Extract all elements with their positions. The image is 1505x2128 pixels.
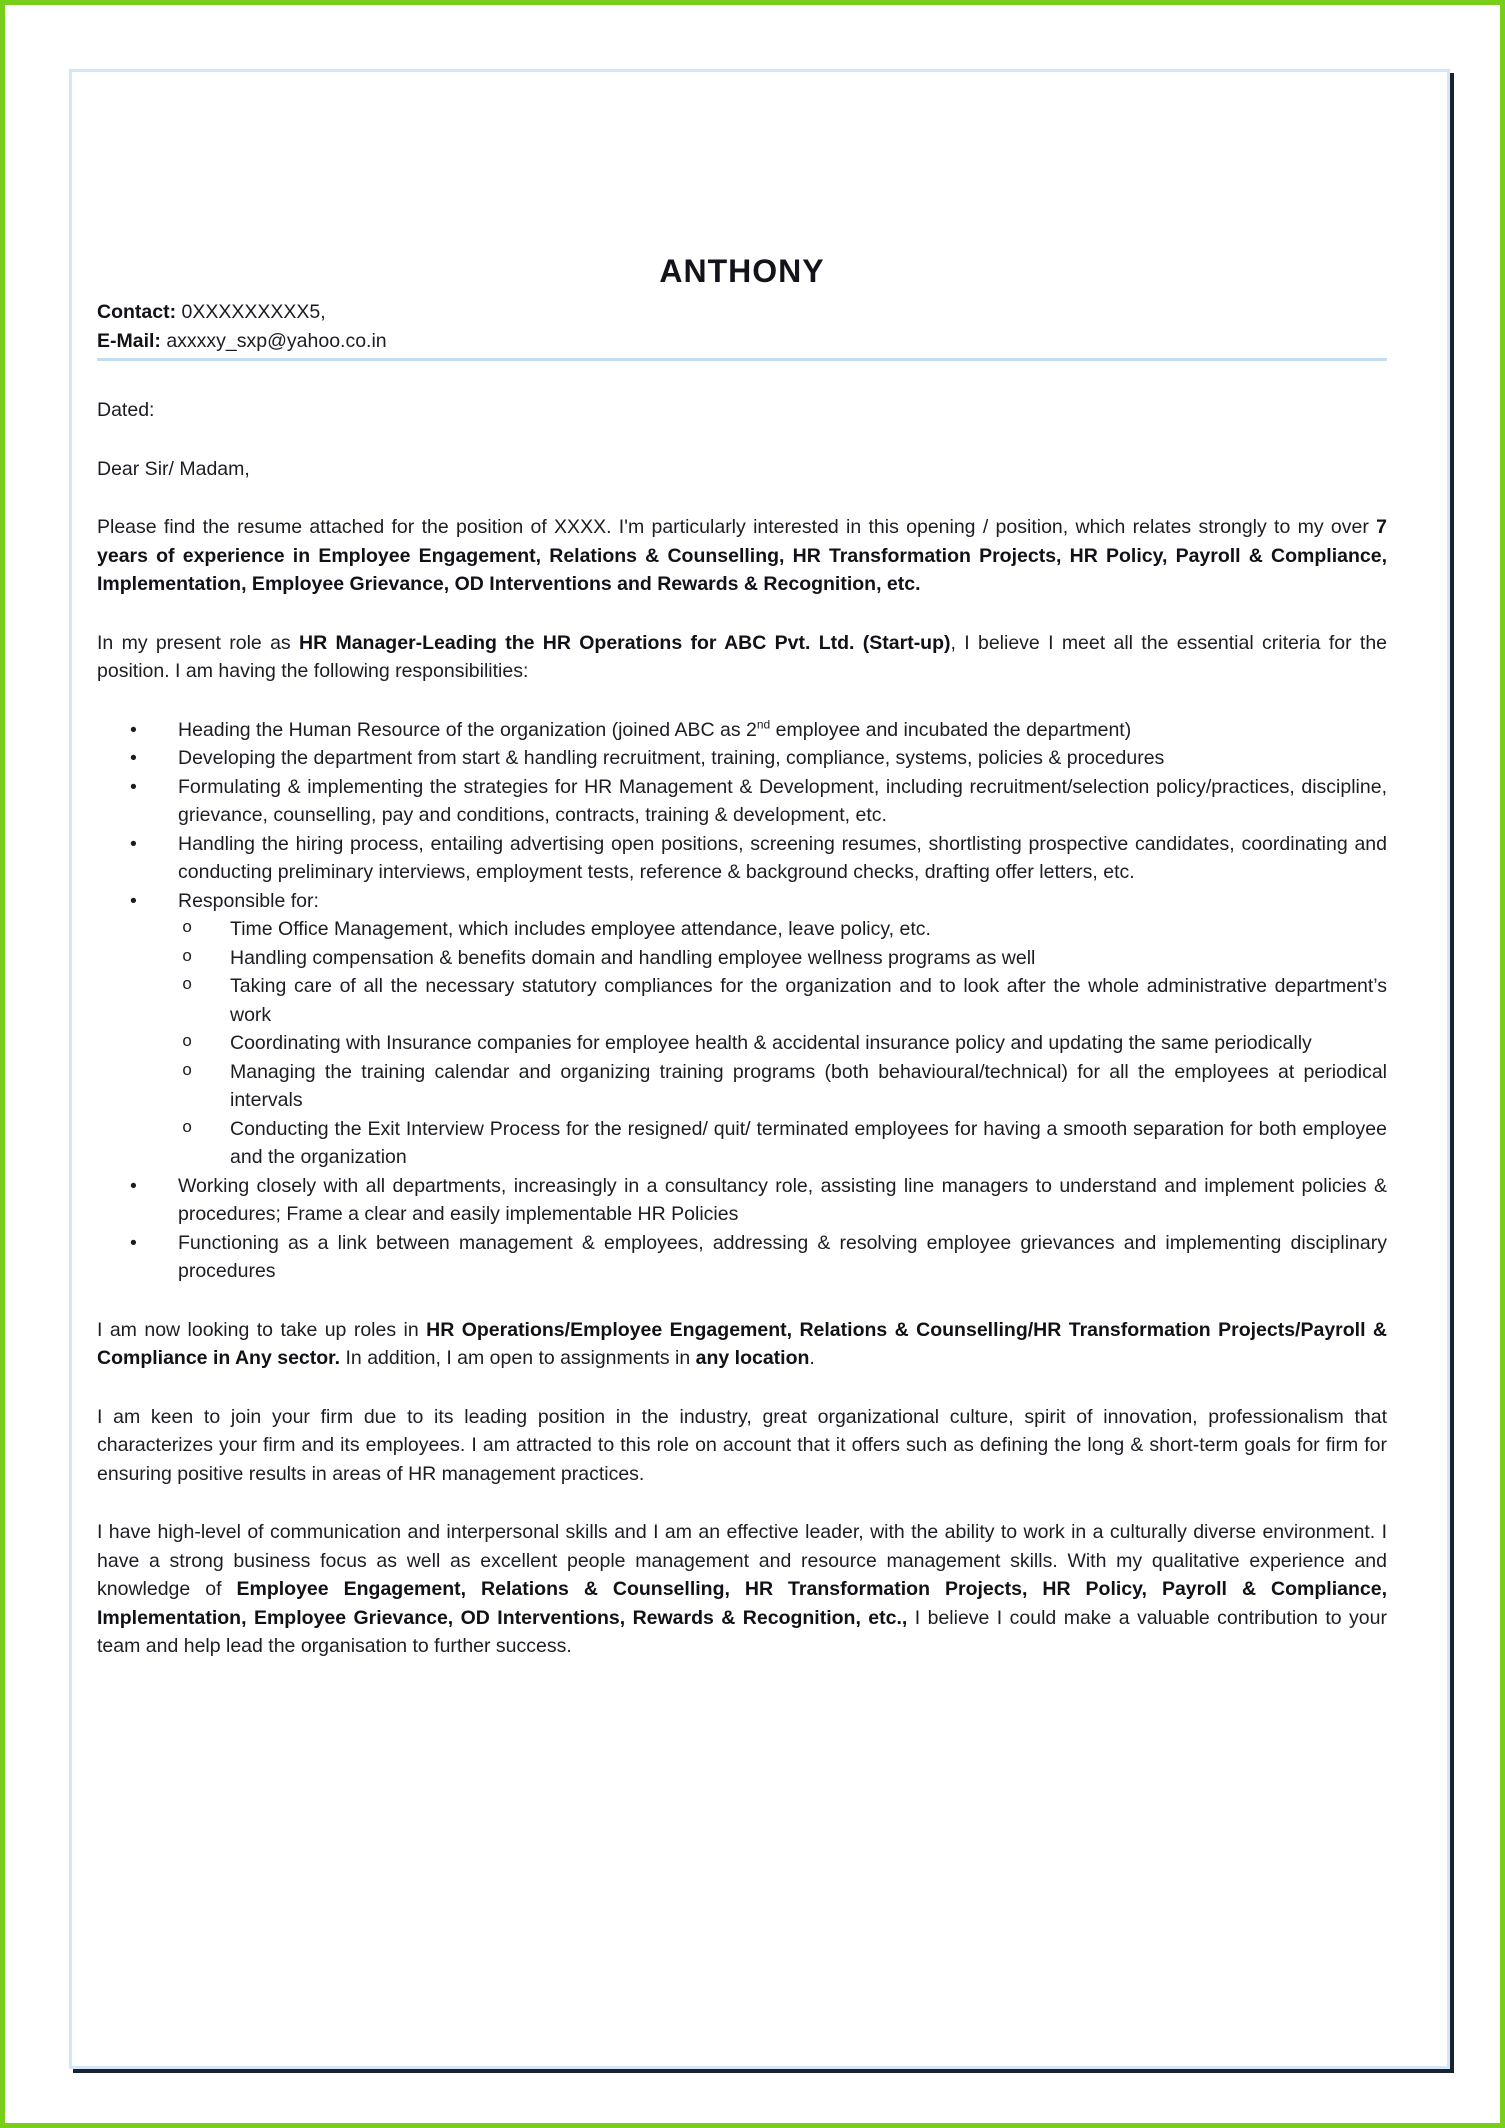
email-label: E-Mail:: [97, 330, 161, 352]
letter-header: [97, 254, 1387, 361]
text-run: Responsible for:: [178, 889, 319, 912]
bullet-marker: •: [130, 889, 137, 912]
text-run: Working closely with all departments, increasingly in a consultancy role, assisting line managers to understand and implement policies & procedures; Frame a clear and easily implementable HR Policies: [178, 1174, 1387, 1225]
bullet-item: [97, 1172, 1387, 1229]
bullet-item: [97, 716, 1387, 745]
sub-bullet-item: [97, 972, 1387, 1029]
text-run: I am keen to join your firm due to its leading position in the industry, great organizational culture, spirit of innovation, professionalism that characterizes your firm and its employees. I am attracted to this role on account that it offers such as defining the long & short-term goals for firm for ensuring positive results in areas of HR management practices.: [97, 1405, 1393, 1485]
text-run: Handling the hiring process, entailing advertising open positions, screening resumes, shortlisting prospective candidates, coordinating and conducting preliminary interviews, employment tests, reference & background checks, drafting offer letters, etc.: [178, 832, 1387, 883]
paragraph: [97, 1518, 1393, 1661]
sub-bullet-item: [97, 944, 1387, 973]
paragraph: [97, 396, 1387, 425]
sub-bullet-item: [97, 915, 1387, 944]
bold-text-run: any location: [695, 1347, 810, 1369]
contact-value: 0XXXXXXXXX5,: [176, 301, 326, 323]
contact-label: Contact:: [97, 301, 177, 323]
bullet-marker: •: [130, 832, 137, 855]
sub-bullet-item: [97, 1029, 1387, 1058]
email-line: [97, 327, 1387, 356]
paragraph: [97, 629, 1393, 686]
bullet-item: [97, 887, 1387, 916]
bold-text-run: HR Manager-Leading the HR Operations for ABC Pvt. Ltd. (Start-up): [298, 631, 951, 654]
text-run: I believe I could make a valuable contribution to your team and help lead the organisation to further success.: [97, 1606, 1393, 1657]
circle-marker: o: [182, 1061, 193, 1081]
letter-body: [97, 396, 1393, 1661]
text-run: I am now looking to take up roles in: [97, 1318, 427, 1341]
paragraph: [97, 1316, 1393, 1373]
bullet-item: [97, 773, 1387, 830]
bold-text-run: HR Operations/Employee Engagement, Relations & Counselling/HR Transformation Projects/Payroll & Compliance in Any sector.: [97, 1318, 1393, 1369]
circle-marker: o: [182, 947, 193, 967]
text-run: Dated:: [97, 399, 155, 421]
text-run: In addition, I am open to assignments in: [340, 1347, 696, 1369]
text-run: I have high-level of communication and interpersonal skills and I am an effective leader, with the ability to work in a culturally diverse environment. I have a strong business focus as well as excellent people management and resource management skills. With my qualitative experience and knowledge of: [97, 1521, 1393, 1600]
paragraph: [97, 513, 1393, 599]
bullet-marker: •: [130, 747, 137, 769]
text-run: Coordinating with Insurance companies for employee health & accidental insurance policy and updating the same periodically: [230, 1032, 1312, 1054]
bullet-item: [97, 1229, 1387, 1286]
text-run: Handling compensation & benefits domain and handling employee wellness programs as well: [230, 946, 1036, 969]
text-run: Time Office Management, which includes employee attendance, leave policy, etc.: [230, 918, 931, 940]
bullet-item: [97, 830, 1387, 887]
circle-marker: o: [182, 1033, 193, 1052]
circle-marker: o: [182, 976, 193, 995]
text-run: In my present role as: [97, 631, 299, 654]
header-divider: [97, 358, 1387, 361]
paragraph: [97, 1403, 1393, 1489]
text-run: Formulating & implementing the strategies for HR Management & Development, including recruitment/selection policy/practices, discipline, grievance, counselling, pay and conditions, contracts, training & development, etc.: [178, 775, 1387, 826]
text-run: Developing the department from start & handling recruitment, training, compliance, systems, policies & procedures: [178, 747, 1165, 769]
text-run: Please find the resume attached for the position of XXXX. I'm particularly interested in this opening / position, which relates strongly to my over: [97, 516, 1377, 538]
text-run: .: [809, 1347, 815, 1369]
letter-title: ANTHONY: [659, 253, 825, 289]
contact-line: [97, 298, 1387, 327]
letter-frame: [69, 69, 1450, 2069]
sub-bullet-item: [97, 1058, 1387, 1115]
text-run: Managing the training calendar and organizing training programs (both behavioural/technical) for all the employees at periodical intervals: [230, 1060, 1387, 1111]
bullet-marker: •: [130, 1231, 137, 1254]
bullet-marker: •: [130, 1174, 137, 1197]
bullet-marker: •: [130, 718, 137, 741]
text-run: nd: [756, 717, 771, 731]
text-run: Dear Sir/ Madam,: [97, 457, 250, 480]
sub-bullet-item: [97, 1115, 1387, 1172]
paragraph: [97, 455, 1387, 484]
text-run: Functioning as a link between management & employees, addressing & resolving employee grievances and implementing disciplinary procedures: [178, 1231, 1387, 1282]
email-value: axxxxy_sxp@yahoo.co.in: [160, 330, 387, 352]
bullet-list: [97, 716, 1387, 1286]
bold-text-run: 7 years of experience in Employee Engagement, Relations & Counselling, HR Transformation Projects, HR Policy, Payroll & Compliance, Implementation, Employee Grievance, OD Interventions and Rewards & Recognition, etc.: [97, 516, 1393, 595]
text-run: , I believe I meet all the essential criteria for the position. I am having the following responsibilities:: [97, 631, 1393, 682]
bold-text-run: Employee Engagement, Relations & Counselling, HR Transformation Projects, HR Policy, Payroll & Compliance, Implementation, Employee Grievance, OD Interventions, Rewards & Recognition, etc.,: [97, 1578, 1393, 1629]
bullet-marker: •: [130, 775, 137, 798]
text-run: Conducting the Exit Interview Process for the resigned/ quit/ terminated employees for having a smooth separation for both employee and the organization: [230, 1117, 1387, 1168]
circle-marker: o: [182, 919, 193, 938]
text-run: Taking care of all the necessary statutory compliances for the organization and to look after the whole administrative department’s work: [230, 975, 1387, 1026]
text-run: Heading the Human Resource of the organization (joined ABC as 2: [178, 718, 757, 741]
bullet-item: [97, 744, 1387, 773]
circle-marker: o: [182, 1118, 193, 1138]
text-run: employee and incubated the department): [770, 718, 1132, 741]
